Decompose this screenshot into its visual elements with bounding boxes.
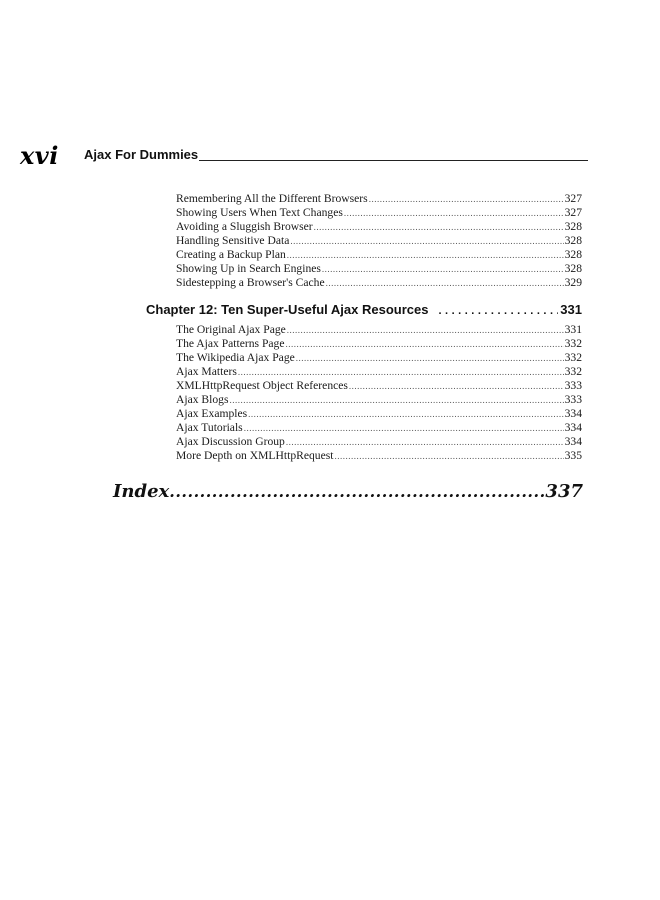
- toc-entry-page: 329: [564, 276, 582, 289]
- dot-leader: [169, 482, 545, 501]
- dot-leader: [334, 451, 563, 461]
- toc-entry-title: The Wikipedia Ajax Page: [176, 351, 295, 364]
- dot-leader: [438, 305, 558, 317]
- index-page: 337: [545, 481, 583, 502]
- dot-leader: [344, 208, 564, 218]
- toc-entry-page: 328: [564, 248, 582, 261]
- toc-entry-title: Handling Sensitive Data: [176, 234, 290, 247]
- toc-entry: [176, 323, 582, 337]
- toc-entry-page: 332: [564, 365, 582, 378]
- toc-entry-title: More Depth on XMLHttpRequest: [176, 449, 334, 462]
- toc-entry-title: Ajax Blogs: [176, 393, 229, 406]
- dot-leader: [290, 236, 563, 246]
- toc-entry-page: 332: [564, 351, 582, 364]
- index-entry: [113, 481, 583, 505]
- dot-leader: [244, 423, 564, 433]
- toc-entry-page: 333: [564, 379, 582, 392]
- toc-entry-page: 335: [564, 449, 582, 462]
- toc-entry: [176, 449, 582, 463]
- toc-entry: [176, 407, 582, 421]
- toc-entry-page: 332: [564, 337, 582, 350]
- dot-leader: [286, 437, 564, 447]
- toc-entry-page: 327: [564, 192, 582, 205]
- running-header: [14, 143, 588, 169]
- book-title: Ajax For Dummies: [84, 147, 199, 162]
- chapter-heading: [146, 302, 582, 320]
- toc-entry-title: Showing Users When Text Changes: [176, 206, 343, 219]
- toc-entry: [176, 192, 582, 206]
- toc-entry: [176, 262, 582, 276]
- toc-entry-page: 328: [564, 234, 582, 247]
- toc-entry-title: Ajax Examples: [176, 407, 248, 420]
- dot-leader: [248, 409, 563, 419]
- chapter-title: Chapter 12: Ten Super-Useful Ajax Resources: [146, 302, 429, 317]
- dot-leader: [287, 250, 564, 260]
- toc-entry-title: Creating a Backup Plan: [176, 248, 286, 261]
- dot-leader: [326, 278, 564, 288]
- toc-entry-page: 327: [564, 206, 582, 219]
- toc-entry-title: Avoiding a Sluggish Browser: [176, 220, 313, 233]
- dot-leader: [322, 264, 564, 274]
- dot-leader: [287, 325, 564, 335]
- toc-entry-title: Ajax Discussion Group: [176, 435, 285, 448]
- toc-entry-page: 334: [564, 421, 582, 434]
- dot-leader: [369, 194, 564, 204]
- toc-entry-title: Ajax Matters: [176, 365, 237, 378]
- toc-entry-title: Ajax Tutorials: [176, 421, 243, 434]
- toc-entry: [176, 421, 582, 435]
- header-rule: [199, 160, 588, 161]
- toc-entry-title: Sidestepping a Browser's Cache: [176, 276, 325, 289]
- chapter-page: 331: [560, 302, 582, 317]
- toc-entry-title: XMLHttpRequest Object References: [176, 379, 348, 392]
- toc-entry: [176, 276, 582, 290]
- toc-entry: [176, 337, 582, 351]
- dot-leader: [349, 381, 564, 391]
- dot-leader: [296, 353, 564, 363]
- index-title: Index: [113, 481, 170, 502]
- toc-entry-page: 334: [564, 435, 582, 448]
- dot-leader: [238, 367, 564, 377]
- toc-entry-title: The Ajax Patterns Page: [176, 337, 285, 350]
- toc-entry: [176, 248, 582, 262]
- toc-entry-page: 328: [564, 262, 582, 275]
- dot-leader: [286, 339, 564, 349]
- dot-leader: [230, 395, 564, 405]
- toc-entry-page: 334: [564, 407, 582, 420]
- toc-entry-title: Remembering All the Different Browsers: [176, 192, 368, 205]
- toc-entry: [176, 365, 582, 379]
- toc-entry: [176, 206, 582, 220]
- toc-entry: [176, 351, 582, 365]
- toc-entry-page: 328: [564, 220, 582, 233]
- toc-entry-page: 331: [564, 323, 582, 336]
- toc-entry-title: Showing Up in Search Engines: [176, 262, 321, 275]
- toc-entry: [176, 435, 582, 449]
- toc-entry-page: 333: [564, 393, 582, 406]
- toc-entry: [176, 220, 582, 234]
- toc-entry: [176, 234, 582, 248]
- toc-entry: [176, 379, 582, 393]
- toc-entry-title: The Original Ajax Page: [176, 323, 286, 336]
- page-folio: xvi: [20, 141, 59, 170]
- dot-leader: [314, 222, 564, 232]
- toc-entry: [176, 393, 582, 407]
